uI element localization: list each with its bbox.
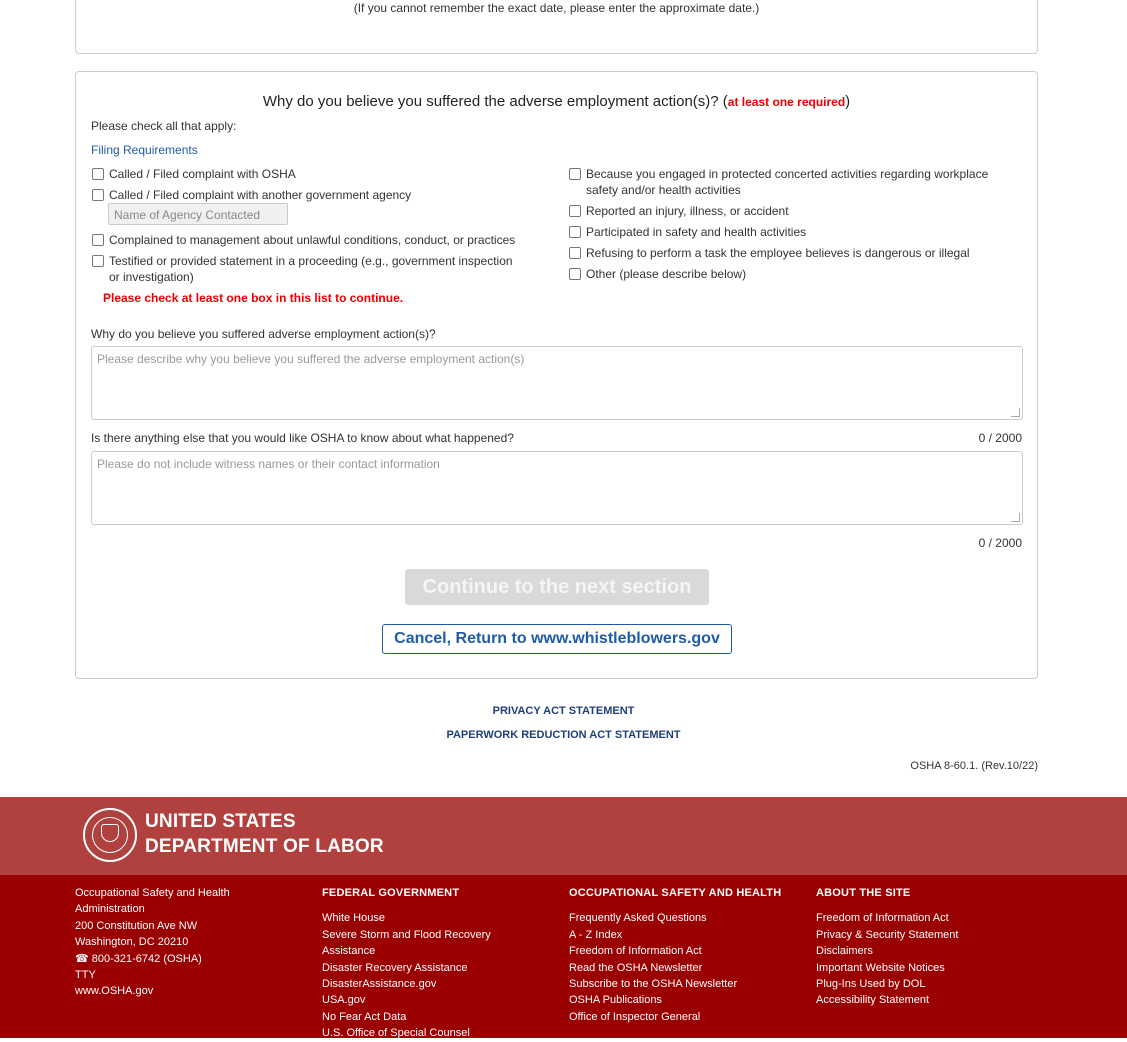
resize-grip-icon[interactable]: [1011, 408, 1020, 417]
osh-heading: OCCUPATIONAL SAFETY AND HEALTH: [569, 887, 782, 899]
checkbox-filed-other-agency[interactable]: Called / Filed complaint with another government agency: [92, 187, 512, 203]
checkbox[interactable]: [569, 226, 581, 238]
phone-link[interactable]: ☎ 800-321-6742 (OSHA): [75, 952, 202, 965]
footer-osh: [569, 885, 781, 1025]
why-label: Why do you believe you suffered adverse employment action(s)?: [91, 327, 436, 341]
footer-link[interactable]: Assistance: [322, 945, 376, 958]
footer-about: [816, 885, 958, 1009]
paperwork-act-link[interactable]: PAPERWORK REDUCTION ACT STATEMENT: [446, 729, 681, 741]
adverse-action-panel: [75, 71, 1038, 679]
why-char-counter: 0 / 2000: [978, 431, 1022, 445]
checkbox-filed-osha[interactable]: Called / Filed complaint with OSHA: [92, 166, 512, 182]
cancel-return-button[interactable]: Cancel, Return to www.whistleblowers.gov: [382, 624, 732, 654]
footer-link[interactable]: OSHA Publications: [569, 994, 662, 1007]
footer-link[interactable]: Disaster Recovery Assistance: [322, 961, 468, 974]
tty-link[interactable]: TTY: [75, 969, 96, 982]
check-all-label: Please check all that apply:: [91, 119, 237, 133]
footer-link[interactable]: Important Website Notices: [816, 961, 945, 974]
footer-link[interactable]: White House: [322, 912, 385, 925]
checkbox[interactable]: [92, 189, 104, 201]
footer-link[interactable]: U.S. Office of Special Counsel: [322, 1027, 470, 1040]
resize-grip-icon[interactable]: [1011, 513, 1020, 522]
question-title: Why do you believe you suffered the adverse employment action(s)? (at least one required): [262, 93, 851, 110]
else-char-counter: 0 / 2000: [978, 536, 1022, 550]
checkbox-other[interactable]: Other (please describe below): [569, 266, 1014, 282]
checkbox-concerted-activities[interactable]: Because you engaged in protected concerted activities regarding workplace safety and/or health activities: [569, 166, 1014, 198]
site-footer: [0, 875, 1127, 1038]
checkbox[interactable]: [569, 268, 581, 280]
footer-link[interactable]: No Fear Act Data: [322, 1010, 407, 1023]
checkbox-refusing-task[interactable]: Refusing to perform a task the employee believes is dangerous or illegal: [569, 245, 1014, 261]
about-heading: ABOUT THE SITE: [816, 887, 911, 899]
continue-button[interactable]: Continue to the next section: [405, 569, 709, 605]
checkbox[interactable]: [92, 234, 104, 246]
dol-seal-icon[interactable]: [83, 808, 137, 862]
footer-link[interactable]: Freedom of Information Act: [569, 945, 702, 958]
footer-link[interactable]: DisasterAssistance.gov: [322, 978, 437, 991]
checkbox-participated-safety[interactable]: Participated in safety and health activities: [569, 224, 1014, 240]
footer-link[interactable]: Severe Storm and Flood Recovery: [322, 928, 491, 941]
checkbox[interactable]: [92, 255, 104, 267]
footer-link[interactable]: Plug-Ins Used by DOL: [816, 978, 926, 991]
footer-link[interactable]: USA.gov: [322, 994, 366, 1007]
else-label: Is there anything else that you would like OSHA to know about what happened?: [91, 431, 514, 445]
footer-link[interactable]: Disclaimers: [816, 945, 873, 958]
footer-link[interactable]: Subscribe to the OSHA Newsletter: [569, 978, 738, 991]
checkbox-testified[interactable]: Testified or provided statement in a proceeding (e.g., government inspection or investigation): [92, 253, 522, 285]
agency-name-input[interactable]: Name of Agency Contacted: [108, 203, 288, 225]
else-placeholder: Please do not include witness names or their contact information: [97, 457, 440, 471]
approximate-date-hint: (If you cannot remember the exact date, please enter the approximate date.): [353, 1, 760, 15]
footer-link[interactable]: Freedom of Information Act: [816, 912, 949, 925]
checkbox[interactable]: [569, 168, 581, 180]
footer-link[interactable]: Read the OSHA Newsletter: [569, 961, 703, 974]
form-revision: OSHA 8-60.1. (Rev.10/22): [910, 760, 1038, 772]
checkbox[interactable]: [569, 205, 581, 217]
footer-link[interactable]: Office of Inspector General: [569, 1010, 701, 1023]
why-placeholder: Please describe why you believe you suffered the adverse employment action(s): [97, 352, 525, 366]
filing-requirements-link[interactable]: Filing Requirements: [91, 143, 198, 157]
dol-logo-text[interactable]: UNITED STATES DEPARTMENT OF LABOR: [145, 811, 384, 857]
footer-federal-government: [322, 885, 491, 1042]
required-label: at least one required: [727, 95, 846, 109]
why-textarea[interactable]: [91, 346, 1023, 420]
footer-link[interactable]: Privacy & Security Statement: [816, 928, 959, 941]
footer-link[interactable]: A - Z Index: [569, 928, 623, 941]
footer-address: Occupational Safety and Health Administration 200 Constitution Ave NW Washington, DC 20210 ☎ 800-321-6742 (OSHA) TTY www.OSHA.gov: [75, 885, 230, 1000]
else-textarea[interactable]: [91, 451, 1023, 525]
checkbox-complained-management[interactable]: Complained to management about unlawful conditions, conduct, or practices: [92, 232, 522, 248]
checkbox-reported-injury[interactable]: Reported an injury, illness, or accident: [569, 203, 1014, 219]
checkbox[interactable]: [569, 247, 581, 259]
checkbox[interactable]: [92, 168, 104, 180]
federal-heading: FEDERAL GOVERNMENT: [322, 887, 460, 899]
checkbox-error-message: Please check at least one box in this list to continue.: [103, 291, 404, 305]
footer-link[interactable]: Frequently Asked Questions: [569, 912, 707, 925]
date-panel: [75, 0, 1038, 54]
privacy-act-link[interactable]: PRIVACY ACT STATEMENT: [492, 705, 635, 717]
footer-link[interactable]: Accessibility Statement: [816, 994, 930, 1007]
osha-gov-link[interactable]: www.OSHA.gov: [75, 985, 154, 998]
